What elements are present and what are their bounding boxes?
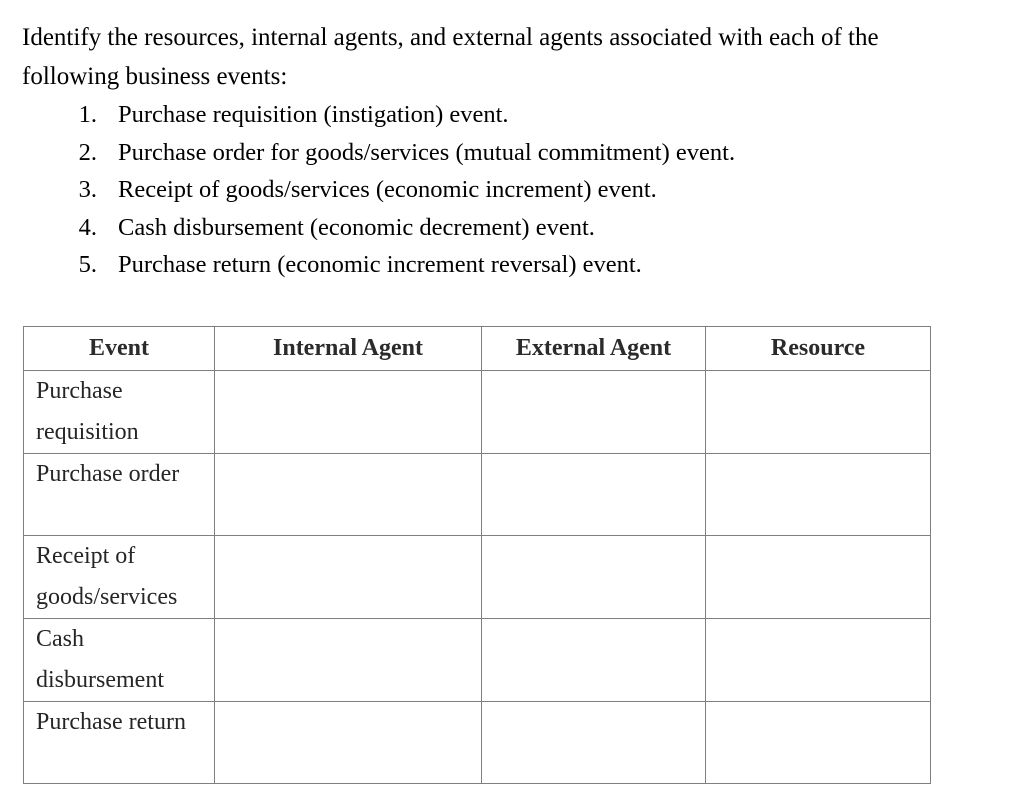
table-row xyxy=(24,454,931,536)
event-list-item xyxy=(22,96,982,134)
event-number: 2. xyxy=(78,138,97,166)
event-number: 5. xyxy=(78,251,97,278)
event-text: Purchase return (economic increment reversal) event. xyxy=(118,251,642,278)
resource-cell[interactable] xyxy=(706,371,931,454)
external-agent-cell[interactable] xyxy=(482,536,706,619)
event-list-item xyxy=(22,134,982,172)
resource-cell[interactable] xyxy=(706,619,931,702)
event-text: Cash disbursement (economic decrement) event. xyxy=(118,213,595,241)
event-list-item xyxy=(22,246,982,284)
internal-agent-cell[interactable] xyxy=(215,702,482,784)
event-cell xyxy=(24,619,215,702)
event-name: Purchase order xyxy=(36,461,180,487)
table-row xyxy=(24,371,931,454)
internal-agent-cell[interactable] xyxy=(215,371,482,454)
event-list-item xyxy=(22,209,982,247)
event-text: Receipt of goods/services (economic increment) event. xyxy=(118,176,657,203)
event-cell xyxy=(24,454,215,536)
event-number: 1. xyxy=(78,101,97,128)
table-row xyxy=(24,619,931,702)
worksheet-table xyxy=(23,326,931,784)
external-agent-cell[interactable] xyxy=(482,619,706,702)
question-intro: Identify the resources, internal agents, and external agents associated with each of the following business events: xyxy=(22,24,879,90)
external-agent-cell[interactable] xyxy=(482,371,706,454)
event-name: Receipt of goods/services xyxy=(36,543,178,610)
table-row xyxy=(24,536,931,619)
resource-cell[interactable] xyxy=(706,454,931,536)
resource-cell[interactable] xyxy=(706,536,931,619)
external-agent-cell[interactable] xyxy=(482,702,706,784)
event-cell xyxy=(24,371,215,454)
event-text: Purchase requisition (instigation) event. xyxy=(118,101,509,128)
event-number: 3. xyxy=(78,176,97,203)
header-event: Event xyxy=(24,327,215,371)
question-prompt xyxy=(22,18,982,284)
header-resource: Resource xyxy=(706,327,931,371)
event-text: Purchase order for goods/services (mutual commitment) event. xyxy=(118,138,736,166)
header-external-agent: External Agent xyxy=(482,327,706,371)
table-header-row xyxy=(24,327,931,371)
event-name: Purchase requisition xyxy=(36,378,139,445)
event-list xyxy=(22,96,982,284)
event-name: Purchase return xyxy=(36,709,186,735)
event-cell xyxy=(24,536,215,619)
header-internal-agent: Internal Agent xyxy=(215,327,482,371)
internal-agent-cell[interactable] xyxy=(215,454,482,536)
event-cell xyxy=(24,702,215,784)
internal-agent-cell[interactable] xyxy=(215,619,482,702)
event-name: Cash disbursement xyxy=(36,626,164,693)
resource-cell[interactable] xyxy=(706,702,931,784)
internal-agent-cell[interactable] xyxy=(215,536,482,619)
event-list-item xyxy=(22,171,982,209)
event-number: 4. xyxy=(78,213,97,241)
external-agent-cell[interactable] xyxy=(482,454,706,536)
table-row xyxy=(24,702,931,784)
